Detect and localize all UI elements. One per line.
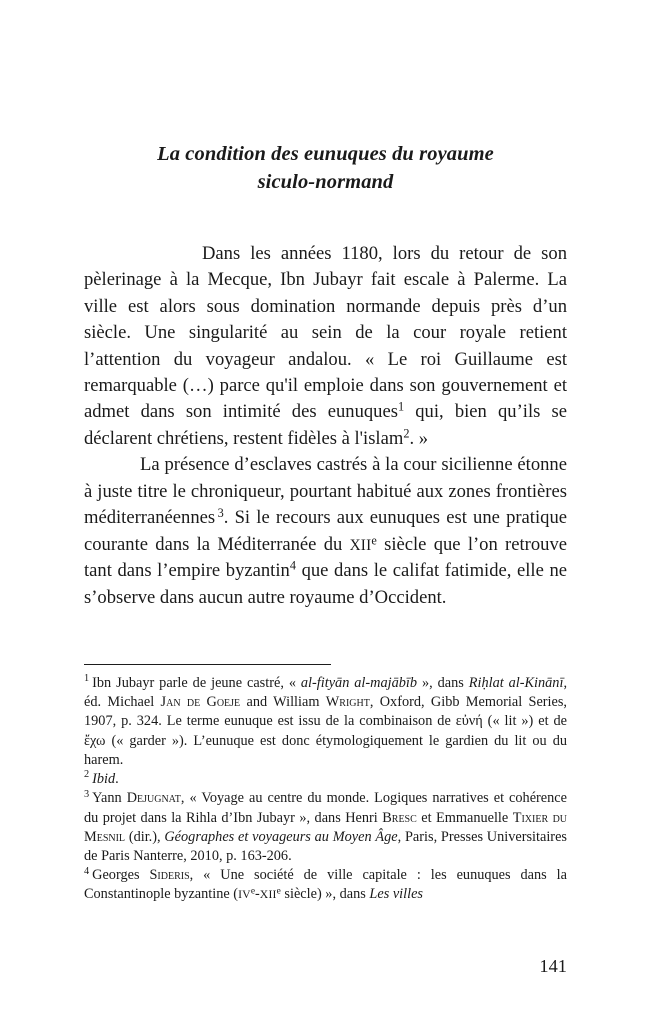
footnote-marker-3[interactable]: 3 (217, 506, 224, 521)
footnote-3-number: 3 (84, 788, 90, 800)
footnote-4-century-2-ordinal: e (276, 887, 281, 898)
footnote-list (84, 674, 567, 905)
page-content (84, 0, 567, 611)
footnote-3-italic-1: Géographes et voyageurs au Moyen Âge (164, 828, 398, 845)
footnote-1-part-5: , Oxford, Gibb Memorial Series, 1907, p. 324. Le terme eunuque est issu de la combinaison de εὐνή (« lit ») et de ἔχω (« garder »). L’eunuque est donc étymologiquement le gardien du lit ou du harem. (84, 694, 568, 768)
footnote-4 (84, 866, 567, 904)
footnote-4-part-3: siècle) », dans (280, 886, 370, 903)
footnote-4-century-dash: - (255, 886, 260, 903)
footnote-1 (84, 674, 567, 770)
footnote-1-italic-1: al-fityān al-majābīb (300, 675, 418, 691)
footnote-4-century-1-ordinal: e (250, 887, 256, 898)
page-title-line-2: siculo-normand (257, 171, 394, 194)
footnote-2 (84, 770, 567, 789)
footnote-4-number: 4 (84, 865, 90, 877)
footnote-1-part-2: », dans (417, 675, 469, 691)
footnote-marker-4[interactable]: 4 (289, 559, 296, 573)
footnote-3-part-3: et Emmanuelle (416, 809, 513, 826)
footnote-1-part-3: , éd. Michael (84, 675, 568, 711)
body-text (84, 241, 567, 612)
footnote-1-italic-2: Riḥlat al-Kinānī (468, 675, 564, 691)
footnote-2-number: 2 (84, 769, 90, 781)
footnotes-section (84, 664, 567, 905)
footnote-3 (84, 789, 567, 866)
footnote-3-smallcaps-3: Tixier du Mesnil (84, 809, 568, 845)
page-title-line-1: La condition des eunuques du royaume (157, 143, 494, 165)
footnote-marker-1[interactable]: 1 (397, 400, 405, 415)
footnote-1-part-1: Ibn Jubayr parle de jeune castré, « (92, 675, 301, 691)
paragraph-2-part-1: La présence d’esclaves castrés à la cour sicilienne étonne à juste titre le chroniqueur, pourtant habitué aux zones frontières méditerranéennes (84, 454, 567, 529)
footnote-3-part-5: , Paris, Presses Universitaires de Paris Nanterre, 2010, p. 163-206. (84, 828, 567, 864)
footnote-4-part-1: Georges (92, 867, 150, 884)
paragraph-1-part-2: qui, bien qu’ils se déclarent chrétiens, restent fidèles à l'islam (84, 401, 567, 449)
century-roman-numeral: XII (349, 536, 372, 554)
footnote-4-italic-1: Les villes (369, 886, 423, 903)
paragraph-1-part-1: Dans les années 1180, lors du retour de son pèlerinage à la Mecque, Ibn Jubayr fait escale à Palerme. La ville est alors sous domination normande depuis près d’un siècle. Une singularité au sein de la cour royale retient l’attention du voyageur andalou. « Le roi Guillaume est remarquable (…) parce qu'il emploie dans son gouvernement et admet dans son intimité des eunuques (84, 242, 567, 423)
footnote-4-century-2: XII (259, 888, 277, 902)
footnote-3-part-2: , « Voyage au centre du monde. Logiques narratives et cohérence du projet dans la Rihla d’Ibn Jubayr », dans Henri (84, 790, 567, 826)
footnote-1-smallcaps-2: Wright (325, 694, 370, 711)
paragraph-1 (84, 241, 567, 453)
paragraph-1-part-3: . » (409, 427, 429, 449)
paragraph-2-part-2: . Si le recours aux eunuques est une pratique courante dans la Méditerranée du (84, 507, 567, 555)
century-ordinal-suffix: e (371, 533, 377, 548)
page-number: 141 (539, 956, 567, 976)
page-title (84, 140, 567, 197)
footnote-separator-rule (84, 664, 331, 665)
paragraph-2-part-3: siècle que l’on retrouve tant dans l’empire byzantin (84, 533, 567, 582)
footnote-1-number: 1 (84, 673, 90, 685)
footnote-1-smallcaps-1: Jan de Goeje (160, 694, 241, 711)
footnote-3-part-1: Yann (92, 790, 127, 807)
paragraph-2-part-4: que dans le califat fatimide, elle ne s’observe dans aucun autre royaume d’Occident. (84, 560, 568, 608)
footnote-2-part-1: . (115, 771, 119, 788)
footnote-1-part-4: and William (240, 694, 326, 711)
footnote-3-part-4: (dir.), (125, 828, 165, 845)
paragraph-2 (84, 452, 567, 611)
footnote-3-smallcaps-1: Dejugnat (126, 790, 181, 807)
footnote-2-italic-1: Ibid (92, 771, 116, 788)
footnote-marker-2[interactable]: 2 (403, 426, 410, 441)
footnote-3-smallcaps-2: Bresc (382, 809, 417, 826)
footnote-4-century-1: IV (238, 888, 251, 902)
footnote-4-smallcaps-1: Sideris (149, 867, 190, 884)
footnote-4-part-2: , « Une société de ville capitale : les eunuques dans la Constantinople byzantine ( (84, 867, 567, 903)
